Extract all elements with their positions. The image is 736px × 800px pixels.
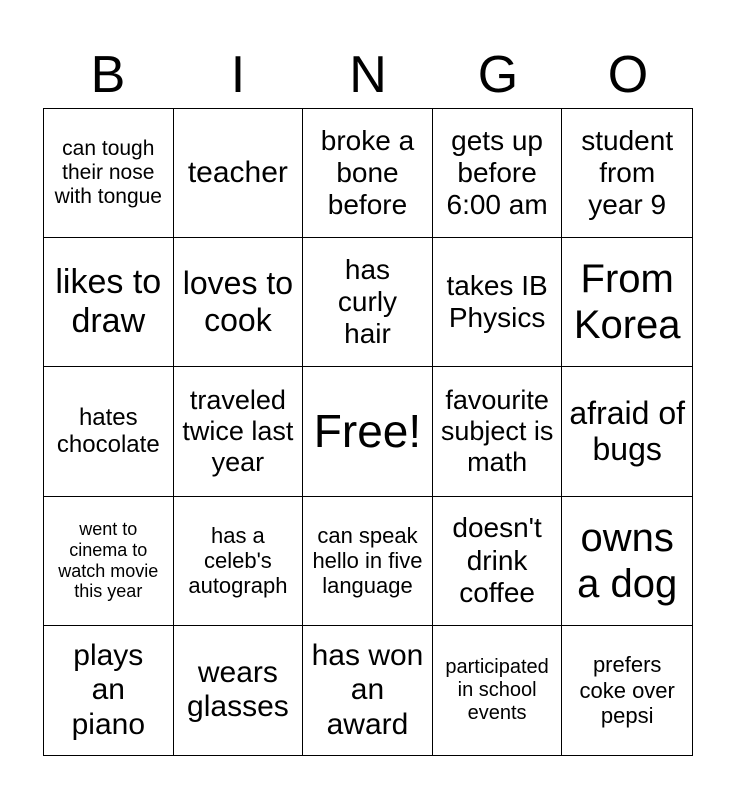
cell-text: student from year 9 [581,124,674,221]
bingo-header [43,44,693,106]
bingo-cell[interactable] [433,497,563,626]
bingo-cell[interactable] [44,238,174,367]
bingo-cell[interactable] [303,497,433,626]
cell-text: takes IB Physics [446,270,548,334]
bingo-cell[interactable] [174,238,304,367]
cell-text: traveled twice last year [182,384,294,478]
cell-text: broke a bone before [320,124,415,221]
cell-text: has a celeb's autograph [188,522,288,599]
cell-text: afraid of bugs [569,394,685,468]
cell-text: likes to draw [55,263,162,341]
bingo-cell[interactable] [562,109,692,238]
cell-text: can speak hello in five language [312,522,423,599]
cell-text: loves to cook [182,265,294,339]
bingo-cell[interactable] [562,367,692,496]
bingo-cell[interactable] [174,626,304,755]
cell-text: gets up before 6:00 am [446,124,548,221]
bingo-cell[interactable] [44,109,174,238]
bingo-cell[interactable] [562,626,692,755]
free-space-text: Free! [313,405,422,458]
bingo-cell[interactable] [433,367,563,496]
bingo-cell[interactable] [303,626,433,755]
bingo-cell[interactable] [433,626,563,755]
header-letter-i: I [230,46,246,104]
bingo-cell[interactable] [44,626,174,755]
cell-text: has curly hair [337,254,398,350]
bingo-cell[interactable] [562,238,692,367]
cell-text: participated in school events [445,655,549,724]
cell-text: has won an award [311,638,424,741]
bingo-board [43,108,693,756]
cell-text: doesn't drink coffee [452,512,542,608]
bingo-cell[interactable] [303,238,433,367]
cell-text: favourite subject is math [440,384,554,478]
cell-text: can tough their nose with tongue [54,136,162,209]
bingo-cell[interactable] [562,497,692,626]
bingo-cell[interactable] [433,238,563,367]
cell-text: went to cinema to watch movie this year [58,519,159,602]
cell-text: teacher [187,155,288,189]
header-letter-b: B [90,46,126,104]
cell-text: owns a dog [577,515,678,606]
bingo-cell[interactable] [44,367,174,496]
bingo-cell[interactable] [174,497,304,626]
cell-text: hates chocolate [56,403,160,459]
bingo-cell[interactable] [44,497,174,626]
cell-text: From Korea [573,257,681,348]
cell-text: plays an piano [71,638,145,741]
header-letter-n: N [349,46,387,104]
header-letter-g: G [477,46,519,104]
header-letter-o: O [607,46,649,104]
bingo-cell[interactable] [303,109,433,238]
cell-text: prefers coke over pepsi [579,652,675,729]
bingo-cell[interactable] [174,367,304,496]
cell-text: wears glasses [187,655,289,724]
bingo-cell[interactable] [433,109,563,238]
bingo-cell[interactable] [174,109,304,238]
bingo-free-space[interactable] [303,367,433,496]
